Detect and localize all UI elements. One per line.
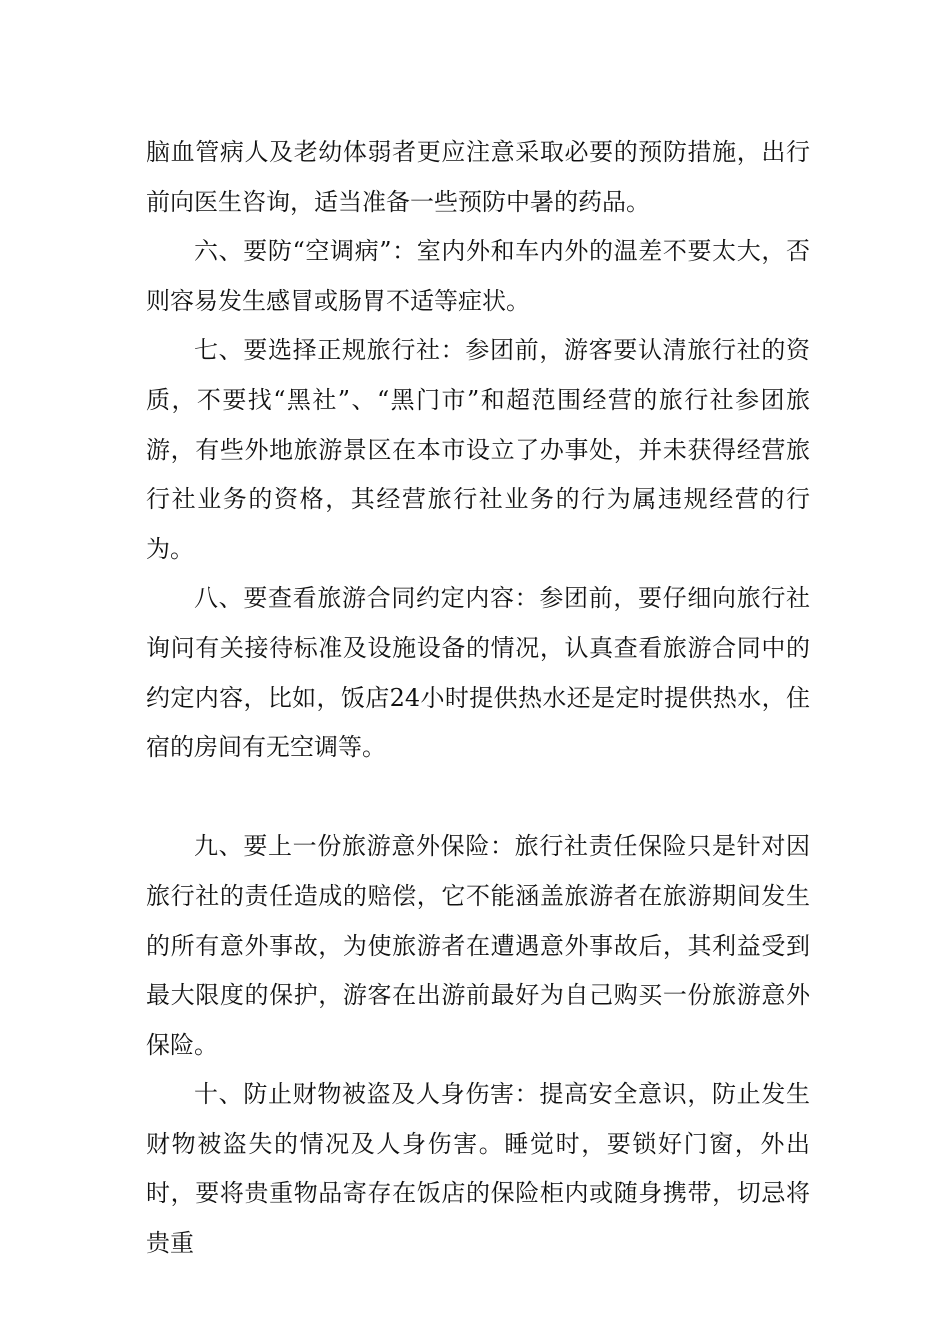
blank-line — [146, 773, 810, 823]
paragraph-item-six: 六、要防“空调病”：室内外和车内外的温差不要太大，否则容易发生感冒或肠胃不适等症状。 — [146, 237, 810, 315]
paragraph-continuation: 脑血管病人及老幼体弱者更应注意采取必要的预防措施，出行前向医生咨询，适当准备一些预防中暑的药品。 — [146, 138, 810, 216]
paragraph-item-eight: 八、要查看旅游合同约定内容：参团前，要仔细向旅行社询问有关接待标准及设施设备的情况，认真查看旅游合同中的约定内容，比如，饭店24小时提供热水还是定时提供热水，住宿的房间有无空调等。 — [146, 584, 810, 762]
document-body — [146, 128, 810, 1269]
paragraph-item-nine: 九、要上一份旅游意外保险：旅行社责任保险只是针对因旅行社的责任造成的赔偿，它不能涵盖旅游者在旅游期间发生的所有意外事故，为使旅游者在遭遇意外事故后，其利益受到最大限度的保护，游客在出游前最好为自己购买一份旅游意外保险。 — [146, 832, 810, 1059]
paragraph-item-seven: 七、要选择正规旅行社：参团前，游客要认清旅行社的资质，不要找“黑社”、“黑门市”和超范围经营的旅行社参团旅游，有些外地旅游景区在本市设立了办事处，并未获得经营旅行社业务的资格，其经营旅行社业务的行为属违规经营的行为。 — [146, 336, 810, 563]
paragraph-item-ten: 十、防止财物被盗及人身伤害：提高安全意识，防止发生财物被盗失的情况及人身伤害。睡觉时，要锁好门窗，外出时，要将贵重物品寄存在饭店的保险柜内或随身携带，切忌将贵重 — [146, 1080, 810, 1258]
